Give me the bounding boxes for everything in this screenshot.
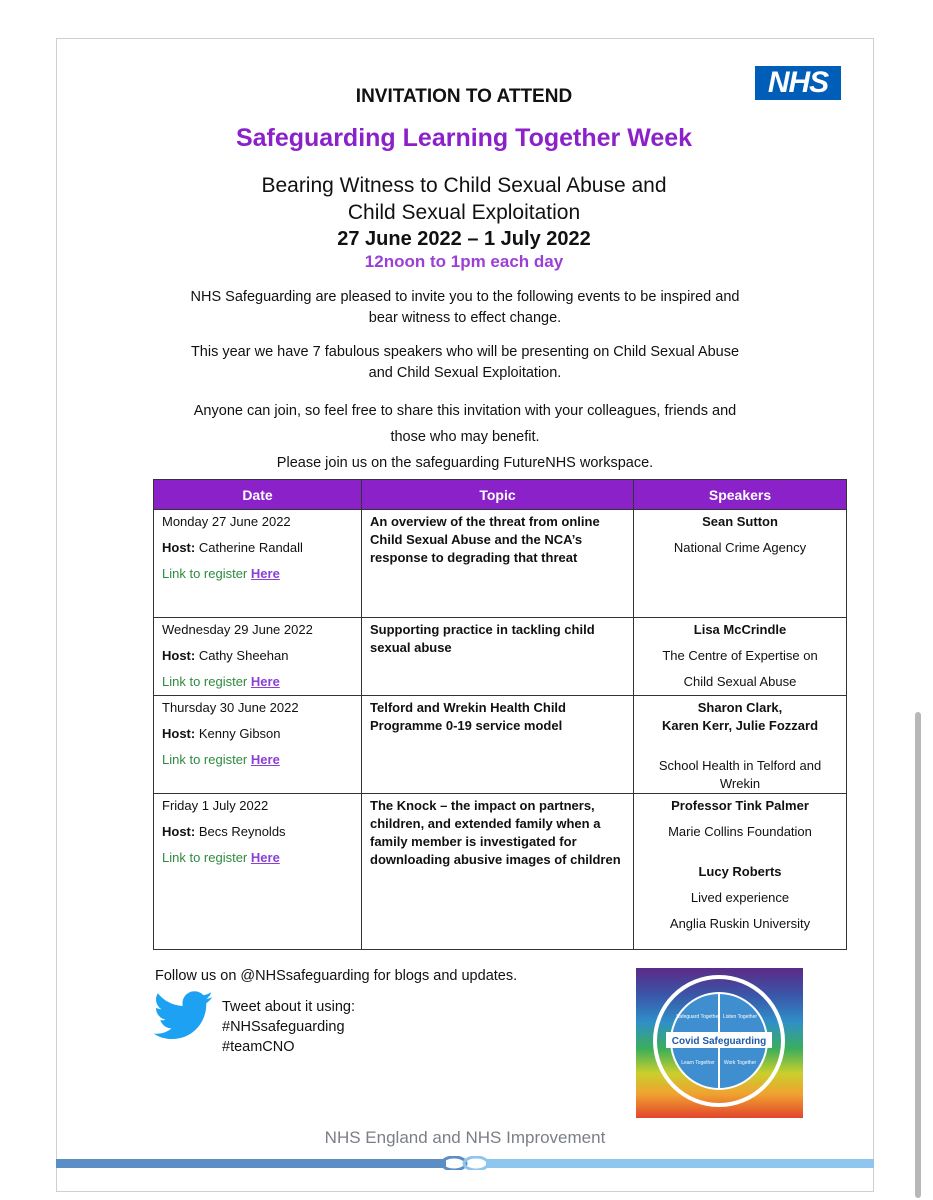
speaker-org: Marie Collins Foundation xyxy=(668,824,812,839)
host-label: Host: xyxy=(162,540,196,555)
speaker-name: Lisa McCrindle xyxy=(693,622,787,637)
link-icon xyxy=(464,1157,488,1170)
intro-p1-line2: bear witness to effect change. xyxy=(368,310,562,326)
tweet-hashtags xyxy=(222,997,355,1057)
intro-paragraph-4: Please join us on the safeguarding FutureNHS workspace. xyxy=(276,455,654,471)
date-cell xyxy=(154,618,362,696)
table-row xyxy=(154,794,847,950)
topic-cell: Telford and Wrekin Health Child Programme 0-19 service model xyxy=(362,696,634,794)
header-date: Date xyxy=(154,480,362,510)
scrollbar-thumb[interactable] xyxy=(915,712,921,1198)
event-subtitle-line2: Child Sexual Exploitation xyxy=(347,201,581,224)
hashtag-nhssafeguarding: #NHSsafeguarding xyxy=(222,1019,345,1035)
host-label: Host: xyxy=(162,824,196,839)
covid-cycle-diagram xyxy=(636,968,803,1118)
speaker-org: Wrekin xyxy=(719,776,761,791)
event-date: Thursday 30 June 2022 xyxy=(162,700,299,715)
follow-us-text: Follow us on @NHSsafeguarding for blogs and updates. xyxy=(155,968,518,984)
event-date: Friday 1 July 2022 xyxy=(162,798,269,813)
covid-safeguarding-graphic xyxy=(636,968,803,1118)
register-label: Link to register xyxy=(162,674,248,689)
quadrant-label: Safeguard Together xyxy=(676,1014,720,1020)
register-here-link[interactable]: Here xyxy=(250,674,280,689)
quadrant-label: Listen Together xyxy=(722,1014,758,1020)
intro-paragraph-2 xyxy=(100,342,830,384)
center-label: Covid Safeguarding xyxy=(671,1036,767,1047)
intro-p3-line1: Anyone can join, so feel free to share this invitation with your colleagues, friends and xyxy=(193,403,737,419)
speaker-org: National Crime Agency xyxy=(673,540,807,555)
header-topic: Topic xyxy=(362,480,634,510)
speaker-org: Lived experience xyxy=(690,890,790,905)
register-here-link[interactable]: Here xyxy=(250,752,280,767)
host-line xyxy=(162,823,353,841)
speakers-cell xyxy=(634,794,847,950)
register-here-link[interactable]: Here xyxy=(250,566,280,581)
host-name: Catherine Randall xyxy=(198,540,303,555)
date-cell xyxy=(154,510,362,618)
twitter-bird-icon xyxy=(154,990,214,1042)
topic-cell: An overview of the threat from online Child Sexual Abuse and the NCA’s response to degrading that threat xyxy=(362,510,634,618)
host-name: Kenny Gibson xyxy=(198,726,281,741)
hashtag-teamcno: #teamCNO xyxy=(222,1039,295,1055)
intro-p1-line1: NHS Safeguarding are pleased to invite you to the following events to be inspired and xyxy=(190,289,740,305)
event-time: 12noon to 1pm each day xyxy=(364,252,564,271)
nhs-logo: NHS xyxy=(755,66,841,100)
event-title: Safeguarding Learning Together Week xyxy=(235,124,693,152)
event-subtitle-line1: Bearing Witness to Child Sexual Abuse and xyxy=(261,174,667,197)
register-line xyxy=(162,673,353,691)
topic-cell: Supporting practice in tackling child sexual abuse xyxy=(362,618,634,696)
invitation-heading: INVITATION TO ATTEND xyxy=(355,86,573,107)
event-date: Wednesday 29 June 2022 xyxy=(162,622,313,637)
speaker-name: Sean Sutton xyxy=(702,514,778,529)
footer-bar-graphic xyxy=(56,1156,874,1170)
events-table xyxy=(153,479,847,950)
quadrant-label: Learn Together xyxy=(681,1060,715,1066)
speakers-cell xyxy=(634,618,847,696)
intro-p3-line2: those who may benefit. xyxy=(390,429,540,445)
table-row xyxy=(154,618,847,696)
table-row xyxy=(154,510,847,618)
register-line xyxy=(162,565,353,583)
header-speakers: Speakers xyxy=(634,480,847,510)
host-line xyxy=(162,647,353,665)
register-line xyxy=(162,751,353,769)
speaker-name: Lucy Roberts xyxy=(698,864,782,879)
register-line xyxy=(162,849,353,867)
tweet-line1: Tweet about it using: xyxy=(222,999,355,1015)
host-label: Host: xyxy=(162,648,196,663)
host-line xyxy=(162,539,353,557)
speaker-name: Professor Tink Palmer xyxy=(671,798,809,813)
speaker-org: School Health in Telford and xyxy=(658,758,822,773)
register-label: Link to register xyxy=(162,850,248,865)
intro-paragraph-1 xyxy=(100,287,830,329)
event-dates: 27 June 2022 – 1 July 2022 xyxy=(337,228,591,250)
host-name: Becs Reynolds xyxy=(198,824,286,839)
speaker-name: Sharon Clark, xyxy=(697,700,783,715)
speaker-org: The Centre of Expertise on xyxy=(662,648,818,663)
speakers-cell xyxy=(634,510,847,618)
date-cell xyxy=(154,794,362,950)
host-name: Cathy Sheehan xyxy=(198,648,289,663)
speaker-org: Child Sexual Abuse xyxy=(683,674,797,689)
speaker-name: Karen Kerr, Julie Fozzard xyxy=(661,718,819,733)
footer-bar-left xyxy=(56,1159,446,1168)
table-row xyxy=(154,696,847,794)
host-line xyxy=(162,725,353,743)
register-here-link[interactable]: Here xyxy=(250,850,280,865)
quadrant-label: Work Together xyxy=(723,1060,757,1066)
table-header-row xyxy=(154,480,847,510)
speakers-cell xyxy=(634,696,847,794)
intro-p2-line1: This year we have 7 fabulous speakers who will be presenting on Child Sexual Abuse xyxy=(190,344,740,360)
topic-cell: The Knock – the impact on partners, children, and extended family when a family member is investigated for downloading abusive images of children xyxy=(362,794,634,950)
date-cell xyxy=(154,696,362,794)
intro-paragraph-3 xyxy=(100,398,830,450)
register-label: Link to register xyxy=(162,752,248,767)
intro-p2-line2: and Child Sexual Exploitation. xyxy=(368,365,562,381)
register-label: Link to register xyxy=(162,566,248,581)
host-label: Host: xyxy=(162,726,196,741)
footer-organisation: NHS England and NHS Improvement xyxy=(324,1128,606,1147)
speaker-org: Anglia Ruskin University xyxy=(669,916,811,931)
event-date: Monday 27 June 2022 xyxy=(162,514,291,529)
footer-bar-right xyxy=(486,1159,874,1168)
